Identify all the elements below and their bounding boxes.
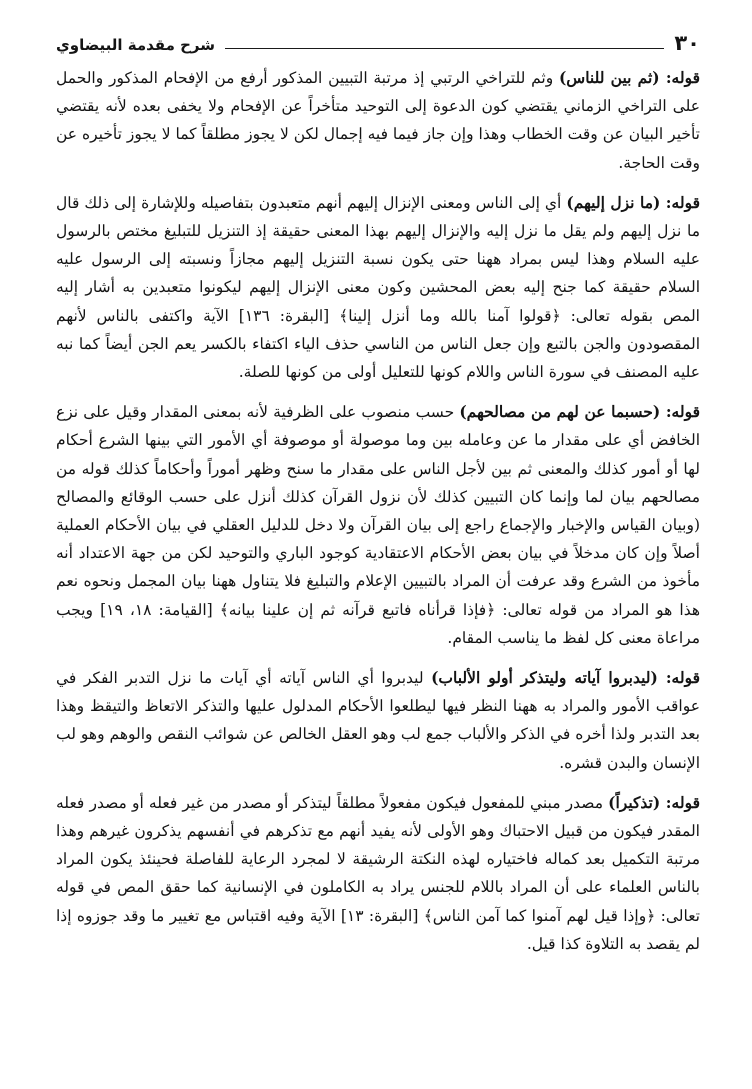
paragraph-text: ليدبروا أي الناس آياته أي آيات ما نزل التدبر الفكر في عواقب الأمور والمراد به ههنا النظر فيها ليطلعوا الأحكام المدلول عليها والتذكر الاتعاظ والتيقظ وهذا بعد التدبر ولذا أخره في الذكر والألباب جمع لب وهو العقل الخالص عن شوائب النقص والوهم وهو لب الإنسان والبدن قشره. (56, 669, 700, 772)
paragraph (56, 189, 700, 386)
lemma-heading: قوله: (ليدبروا آياته وليتذكر أولو الألباب) (431, 668, 700, 688)
paragraph-text: وثم للتراخي الرتبي إذ مرتبة التبيين المذكور أرفع من الإفحام المذكور والحمل على التراخي الزماني يقتضي كون الدعوة إلى التوحيد متأخراً عن الإفحام ولا يخفى بعده لأنه يقتضي تأخير البيان عن وقت الخطاب وهذا وإن جاز فيما فيه إجمال لكن لا يجوز مطلقاً كما لا يجوز تأخيره عن وقت الحاجة. (56, 69, 700, 172)
paragraph (56, 64, 700, 177)
paragraph (56, 398, 700, 652)
paragraph-text: مصدر مبني للمفعول فيكون مفعولاً مطلقاً ليتذكر أو مصدر من غير فعله أو مصدر فعله المقدر فيكون من قبيل الاحتباك وهو الأولى لأنه يفيد أنهم مع تذكرهم في أنفسهم يذكرون غيرهم وهذا مرتبة التكميل بعد كماله فاختياره لهذه النكتة الرشيقة لا لمجرد الرعاية للفاصلة فحينئذ يكون المراد بالناس العلماء على أن المراد باللام للجنس يراد به الكاملون في الإنسانية كما حقق المص في قوله تعالى: ﴿وإذا قيل لهم آمنوا كما آمن الناس﴾ [البقرة: ١٣] الآية وفيه اقتباس مع تغيير ما وقد جوزوه إذا لم يقصد به التلاوة كذا قيل. (56, 793, 700, 953)
paragraph-text: حسب منصوب على الظرفية لأنه بمعنى المقدار وقيل على نزع الخافض أي على مقدار ما عن وعامله بين وما موصولة أو موصوفة أي الأمور التي بينها الشرع أحكام لها أو أمور كذلك والمعنى ثم بين لأجل الناس على مقدار ما سنح وظهر أموراً وأحكاماً كذلك قوله من مصالحهم بيان لما وإنما كان التبيين كذلك لأن نزول القرآن كذلك أنزل على حسب الوقائع والمصالح (وبيان القياس والإخبار والإجماع راجع إلى بيان القرآن ولا دخل للدليل العقلي في بيان الأحكام العملية أصلاً وإن كان مدخلاً في بيان بعض الأحكام الاعتقادية كوجود الباري والتوحيد لكن من جهة الاعتداد أنه مأخوذ من الشرع وقد عرفت أن المراد بالتبيين الإعلام والتبليغ فلا يتناول ههنا بيان المجمل ونحوه نعم هذا هو المراد من قوله تعالى: ﴿فإذا قرأناه فاتبع قرآنه ثم إن علينا بيانه﴾ [القيامة: ١٨، ١٩] ويجب مراعاة معنى كل لفظ ما يناسب المقام. (56, 403, 701, 647)
commentary-body (56, 64, 700, 958)
lemma-heading: قوله: (ثم بين للناس) (558, 68, 701, 87)
page-number: ٣٠ (674, 31, 700, 55)
page-header (56, 28, 700, 54)
lemma-heading: قوله: (حسبما عن لهم من مصالحهم) (459, 402, 700, 422)
running-title: شرح مقدمة البيضاوي (56, 36, 215, 54)
paragraph (56, 664, 700, 777)
lemma-heading: قوله: (ما نزل إليهم) (566, 192, 700, 212)
paragraph (56, 789, 700, 958)
header-rule (225, 48, 664, 49)
paragraph-text: أي إلى الناس ومعنى الإنزال إليهم أنهم متعبدون بتفاصيله وللإشارة إلى ذلك قال ما نزل إليهم ولم يقل ما نزل إليه والإنزال إليهم بهذا المعنى حقيقة إذ التنزيل للتبليغ مختص بالرسول عليه السلام وهذا ليس بمراد ههنا حتى يكون نسبة التنزيل إليهم مجازاً ونسبته إلى الرسول عليه السلام حقيقة كما جنح إليه بعض المحشين وكون معنى الإنزال إليهم ليكونوا متعبدين به أشار إليه المص بقوله تعالى: ﴿قولوا آمنا بالله وما أنزل إلينا﴾ [البقرة: ١٣٦] الآية واكتفى بالناس لأنهم المقصودون والجن بالتبع وإن جعل الناس من الناسي حذف الياء اكتفاء بالكسر يعم الجن أيضاً كما نبه عليه المصنف في سورة الناس واللام كونها للتعليل أولى من كونها للصلة. (56, 193, 700, 382)
lemma-heading: قوله: (تذكيراً) (608, 792, 700, 812)
